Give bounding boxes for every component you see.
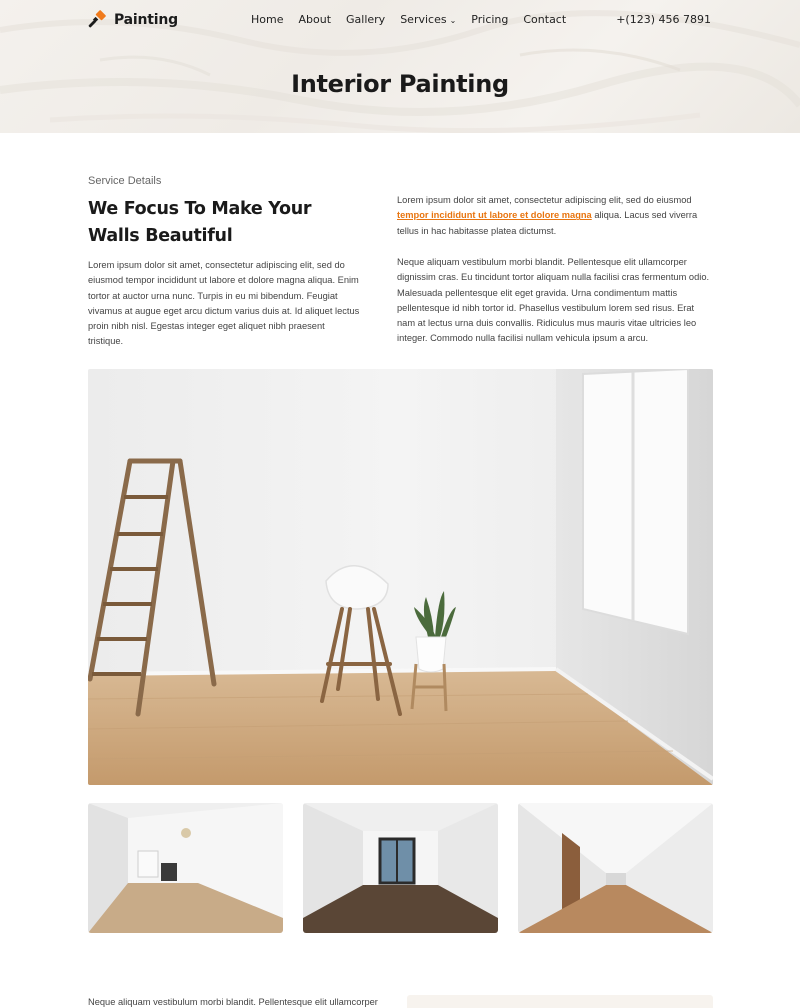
phone-number[interactable]: +(123) 456 7891 <box>616 13 711 26</box>
section-eyebrow: Service Details <box>88 175 162 187</box>
paragraph-text: aliqua. Lacus sed viverra tellus in hac habitasse platea dictumst. <box>397 210 698 236</box>
chevron-down-icon: ⌄ <box>449 16 457 25</box>
brand-name: Painting <box>114 11 178 28</box>
gallery-thumbnail-hallway[interactable] <box>88 803 283 933</box>
paint-brush-icon <box>88 10 107 29</box>
corridor-illustration <box>518 803 713 933</box>
nav-home-label: Home <box>251 13 284 26</box>
paragraph-text: Lorem ipsum dolor sit amet, consectetur adipiscing elit, sed do eiusmod <box>397 195 692 205</box>
hallway-room-illustration <box>88 803 283 933</box>
site-logo[interactable] <box>88 10 178 29</box>
nav-contact-label: Contact <box>523 13 567 26</box>
nav-home[interactable] <box>251 13 283 26</box>
hero-banner <box>0 0 800 133</box>
highlighted-link[interactable]: tempor incididunt ut labore et dolore magna <box>397 210 592 221</box>
page-title: Interior Painting <box>291 70 509 98</box>
nav-gallery-label: Gallery <box>346 13 386 26</box>
empty-room-illustration <box>88 369 713 785</box>
nav-gallery[interactable] <box>346 13 385 26</box>
nav-contact[interactable] <box>523 13 566 26</box>
window-room-illustration <box>303 803 498 933</box>
nav-pricing-label: Pricing <box>471 13 509 26</box>
nav-services[interactable] <box>400 13 456 26</box>
section-heading: We Focus To Make Your Walls Beautiful <box>88 199 312 246</box>
intro-left-paragraph: Lorem ipsum dolor sit amet, consectetur adipiscing elit, sed do eiusmod tempor incididunt ut labore et dolore magna aliqua. Enim tortor at auctor urna nunc. Turpis in eu mi bibendum. Feugiat vivamus at augue eget arcu dictum varius duis at. Id aliquet lectus proin nibh nisl. Egestas integer eget aliquet nibh praesent tristique. <box>88 260 360 347</box>
nav-about[interactable] <box>298 13 331 26</box>
main-menu <box>251 13 581 26</box>
gallery-thumbnail-window-room[interactable] <box>303 803 498 933</box>
nav-services-label: Services <box>400 13 447 26</box>
nav-about-label: About <box>298 13 332 26</box>
gallery-thumbnail-corridor[interactable] <box>518 803 713 933</box>
sidebar-box <box>407 995 713 1008</box>
intro-right-paragraph-2: Neque aliquam vestibulum morbi blandit. Pellentesque elit ullamcorper dignissim cras. Eu tincidunt tortor aliquam nulla facilisi cras fermentum odio. Malesuada pellentesque elit eget gravida. Urna condimentum mattis pellentesque id nibh tortor id. Phasellus vestibulum lorem sed risus. Erat nam at lectus urna duis convallis. Ridiculus mus mauris vitae ultricies leo integer. Commodo nulla facilisi nullam vehicula ipsum a arcu. <box>397 257 710 344</box>
top-navigation <box>0 0 800 40</box>
main-room-image <box>88 369 713 785</box>
bottom-paragraph: Neque aliquam vestibulum morbi blandit. Pellentesque elit ullamcorper <box>88 997 378 1007</box>
intro-right-paragraph-1 <box>397 193 712 239</box>
nav-pricing[interactable] <box>471 13 508 26</box>
